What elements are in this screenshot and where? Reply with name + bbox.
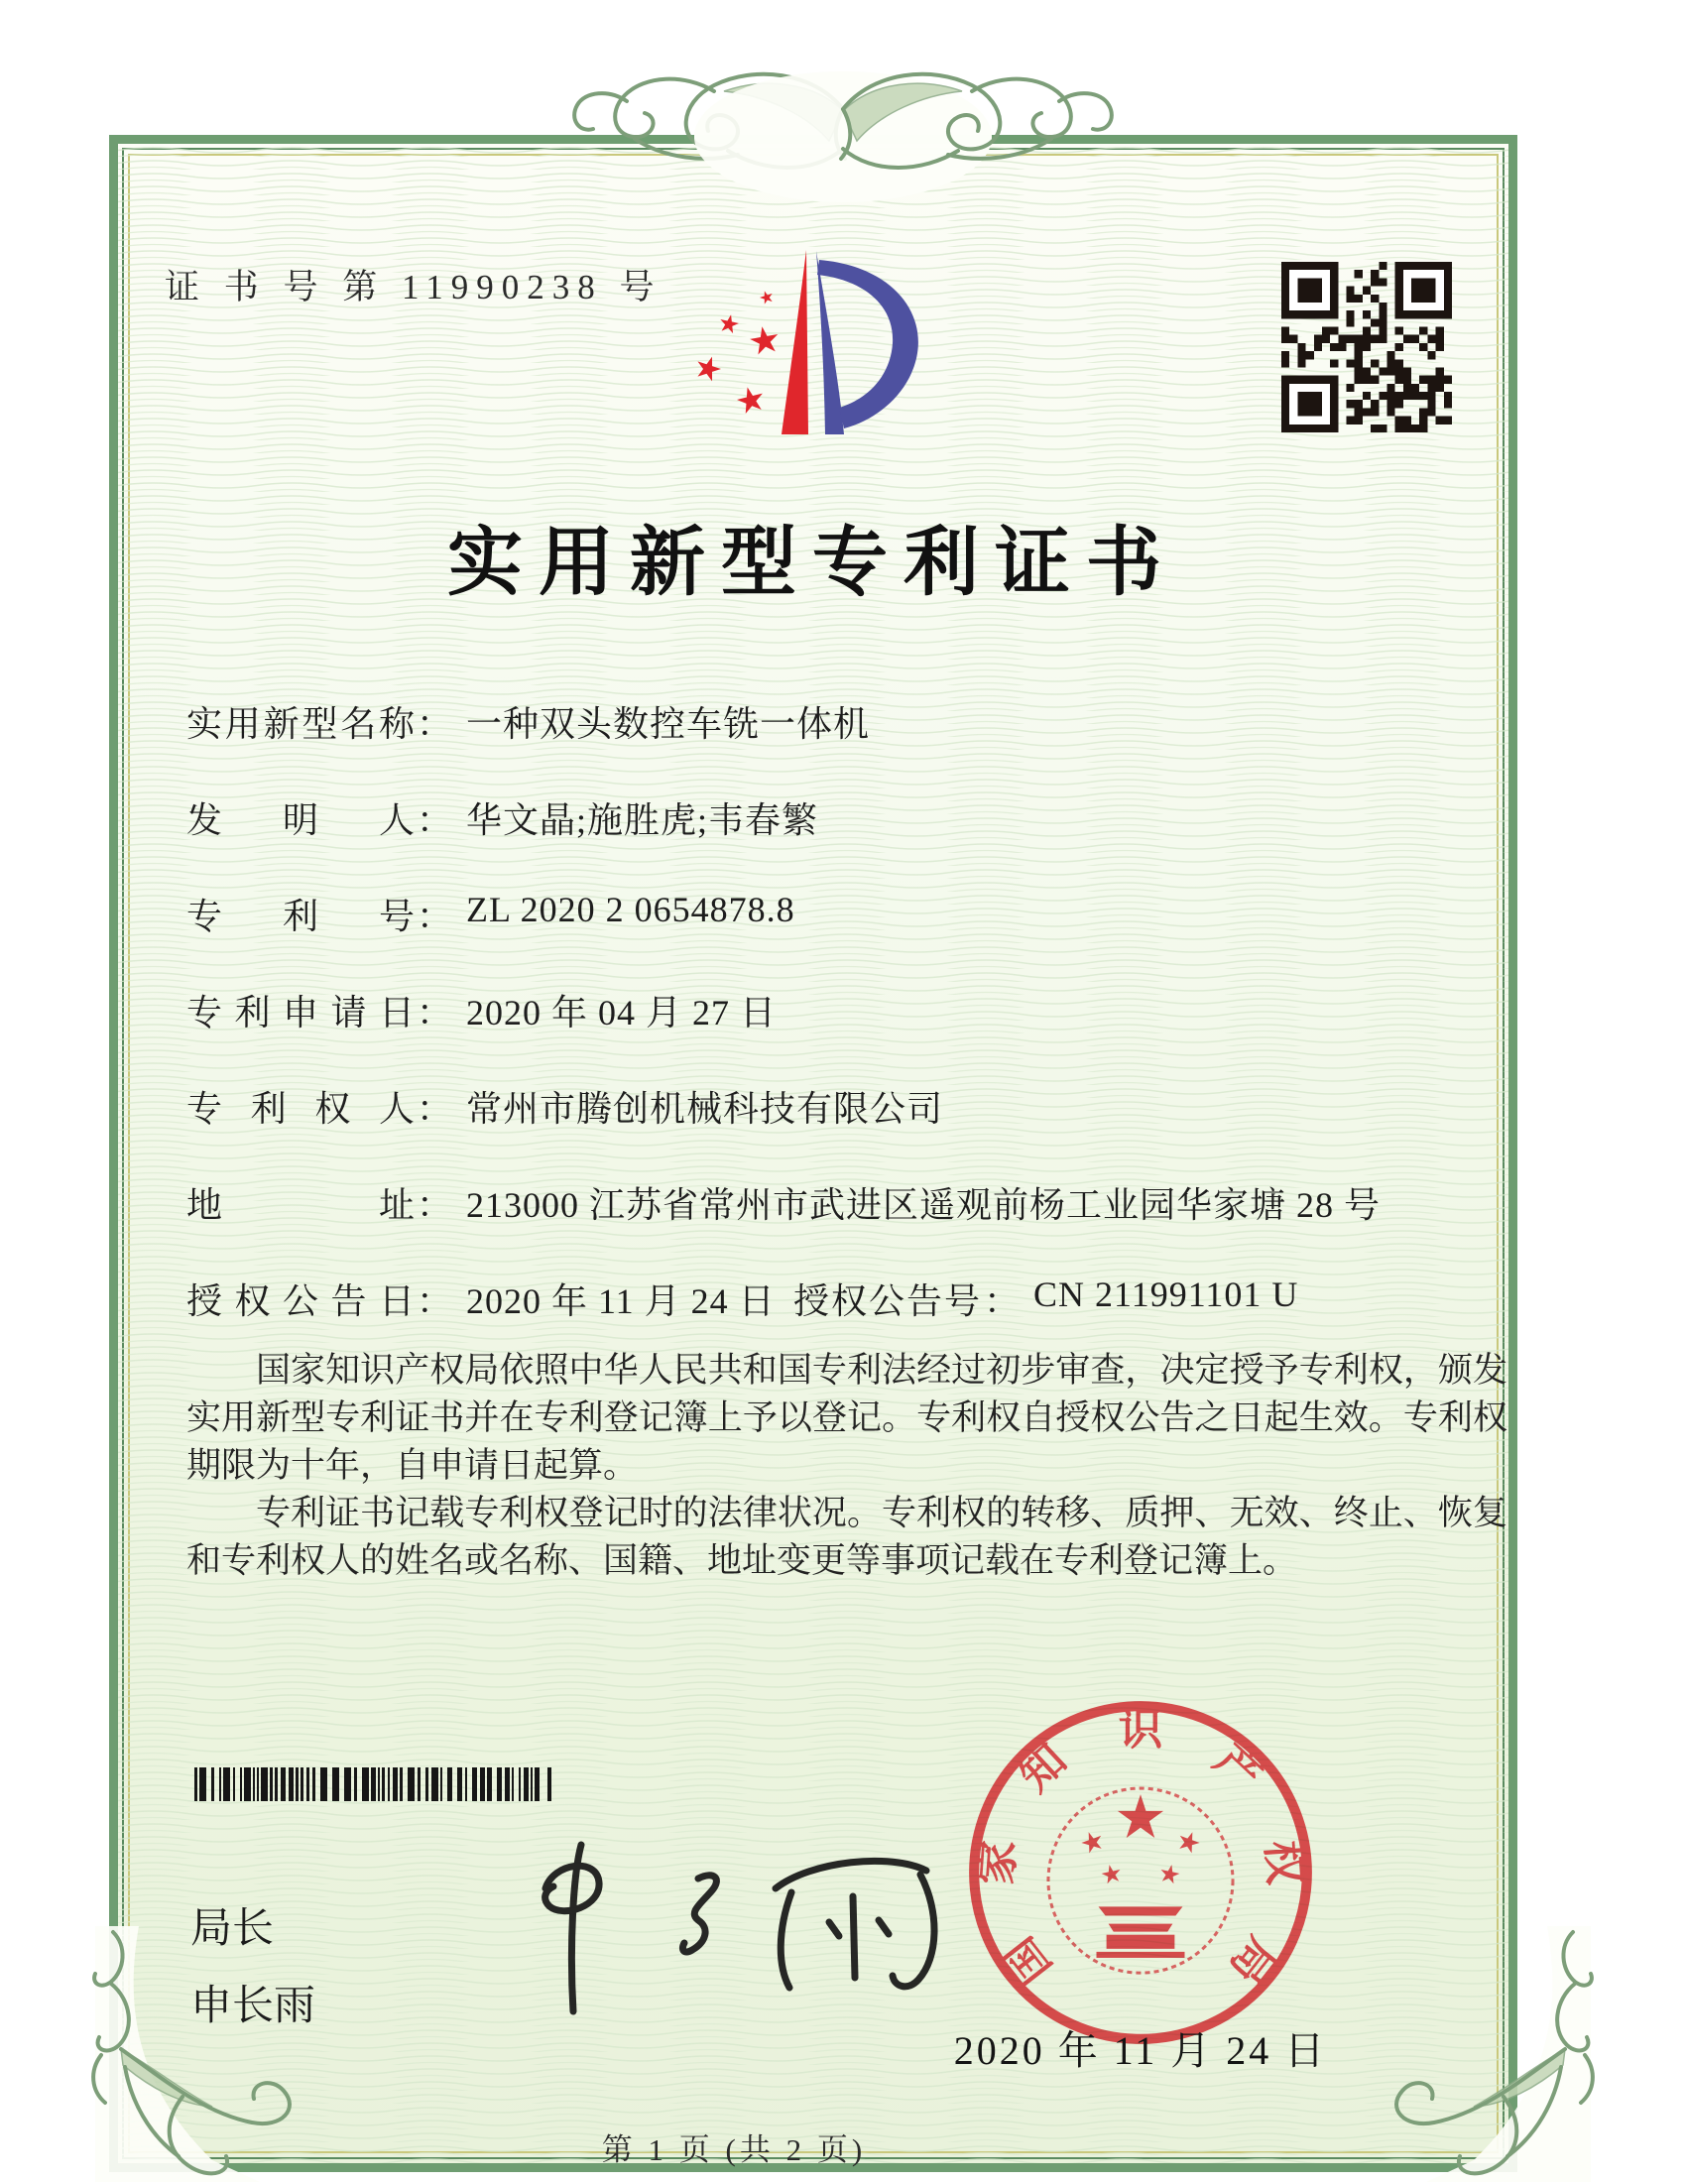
field-label: 地址 [186,1185,415,1225]
certificate-barcode [194,1767,553,1801]
field-value: CN 211991101 U [1033,1274,1299,1314]
field-value: 2020 年 04 月 27 日 [466,993,778,1032]
national-emblem [1079,1794,1203,1958]
field-row-patentee: 专利权人 ： 常州市腾创机械科技有限公司 [186,1081,1505,1177]
top-center-flourish [516,52,1170,230]
field-row-patent-number: 专利号 ： ZL 2020 2 0654878.8 [186,889,1505,985]
field-pair-grant-number: 授权公告号 ： CN 211991101 U [793,1274,1298,1324]
field-value: 2020 年 11 月 24 日 [466,1281,776,1321]
field-value: ZL 2020 2 0654878.8 [466,890,795,929]
field-label: 专利号 [186,897,415,936]
field-label: 专利权人 [186,1089,415,1129]
field-label: 专利申请日 [186,993,415,1032]
field-row-filing-date: 专利申请日 ： 2020 年 04 月 27 日 [186,985,1505,1081]
field-value: 一种双头数控车铣一体机 [466,704,871,744]
field-label: 实用新型名称 [186,704,415,744]
legal-paragraph-2: 专利证书记载专利权登记时的法律状况。专利权的转移、质押、无效、终止、恢复和专利权人的姓名或名称、国籍、地址变更等事项记载在专利登记簿上。 [186,1494,1507,1580]
field-row-inventors: 发明人 ： 华文晶;施胜虎;韦春繁 [186,792,1505,889]
legal-paragraph-1: 国家知识产权局依照中华人民共和国专利法经过初步审查，决定授予专利权，颁发实用新型专利证书并在专利登记簿上予以登记。专利权自授权公告之日起生效。专利权期限为十年，自申请日起算。 [186,1351,1507,1485]
field-list [186,696,1505,1370]
field-row-grant: 授权公告日 ： 2020 年 11 月 24 日 授权公告号 ： CN 211991101 U [186,1274,1505,1370]
field-value: 华文晶;施胜虎;韦春繁 [466,800,819,840]
field-value: 213000 江苏省常州市武进区遥观前杨工业园华家塘 28 号 [466,1185,1382,1225]
seal-date: 2020 年 11 月 24 日 [953,2028,1328,2073]
field-label: 发明人 [186,800,415,840]
qr-code [1281,262,1452,432]
page-footer: 第 1 页 (共 2 页) [601,2132,867,2167]
cnipa-official-seal [960,1692,1321,2053]
seal-character: 家 [971,1839,1024,1886]
field-value: 常州市腾创机械科技有限公司 [466,1089,944,1129]
seal-character: 权 [1257,1839,1310,1886]
seal-character: 局 [1220,1928,1287,1994]
commissioner-title: 局长 [190,1906,275,1952]
seal-character: 识 [1118,1704,1163,1755]
seal-character: 知 [1010,1734,1076,1801]
legal-text [186,1347,1507,1585]
commissioner-name: 申长雨 [190,1984,316,2029]
commissioner-signature [494,1827,960,2035]
field-row-address: 地址 ： 213000 江苏省常州市武进区遥观前杨工业园华家塘 28 号 [186,1177,1505,1274]
seal-character: 国 [994,1928,1061,1994]
field-label: 授权公告日 [186,1281,415,1321]
field-label: 授权公告号 [793,1281,983,1321]
cnipa-patent-logo-icon [640,224,957,487]
signer-block [190,1890,315,2045]
field-row-utility-model-name: 实用新型名称 ： 一种双头数控车铣一体机 [186,696,1505,792]
certificate-number: 证 书 号 第 11990238 号 [165,268,662,306]
certificate-title: 实用新型专利证书 [447,522,1177,605]
seal-character: 产 [1205,1734,1271,1801]
